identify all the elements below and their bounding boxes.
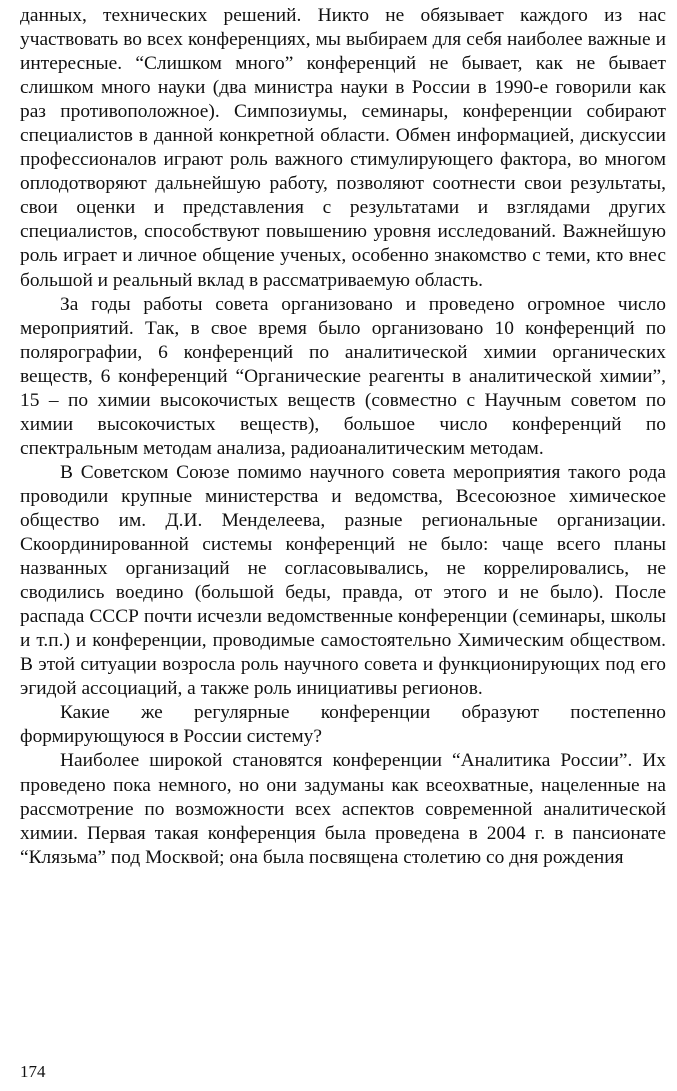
paragraph-1: данных, технических решений. Никто не обязывает каждого из нас участвовать во всех конференциях, мы выбираем для себя наиболее важные и интересные. “Слишком много” конференций не бывает, как не бывает слишком много науки (два министра науки в России в 1990-е говорили как раз противоположное). Симпозиумы, семинары, конференции собирают специалистов в данной конкретной области. Обмен информацией, дискуссии профессионалов играют роль важного стимулирующего фактора, во многом оплодотворяют дальнейшую работу, позволяют соотнести свои результаты, свои оценки и представления с результатами и взглядами других специалистов, способствуют повышению уровня исследований. Важнейшую роль играет и личное общение ученых, особенно знакомство с теми, кто внес большой и реальный вклад в рассматриваемую область. xyxy=(20,5,666,291)
page-number: 174 xyxy=(20,1062,46,1081)
paragraph-3: В Советском Союзе помимо научного совета мероприятия такого рода проводили крупные министерства и ведомства, Всесоюзное химическое общество им. Д.И. Менделеева, разные региональные организации. Скоординированной системы конференций не было: чаще всего планы названных организаций не согласовывались, не коррелировались, не сводились воедино (большой беды, правда, от этого и не было). После распада СССР почти исчезли ведомственные конференции (семинары, школы и т.п.) и конференции, проводимые самостоятельно Химическим обществом. В этой ситуации возросла роль научного совета и функционирующих под его эгидой ассоциаций, а также роль инициативы регионов. xyxy=(20,461,666,700)
paragraph-4: Какие же регулярные конференции образуют постепенно формирующуюся в России систему? xyxy=(20,702,666,748)
paragraph-5: Наиболее широкой становятся конференции “Аналитика России”. Их проведено пока немного, но они задуманы как всеохватные, нацеленные на рассмотрение по возможности всех аспектов современной аналитической химии. Первая такая конференция была проведена в 2004 г. в пансионате “Клязьма” под Москвой; она была посвящена столетию со дня рождения xyxy=(20,750,666,868)
page-body xyxy=(20,4,666,870)
paragraph-2: За годы работы совета организовано и проведено огромное число мероприятий. Так, в свое время было организовано 10 конференций по полярографии, 6 конференций по аналитической химии органических веществ, 6 конференций “Органические реагенты в аналитической химии”, 15 – по химии высокочистых веществ (совместно с Научным советом по химии высокочистых веществ), большое число конференций по спектральным методам анализа, радиоаналитическим методам. xyxy=(20,293,666,459)
